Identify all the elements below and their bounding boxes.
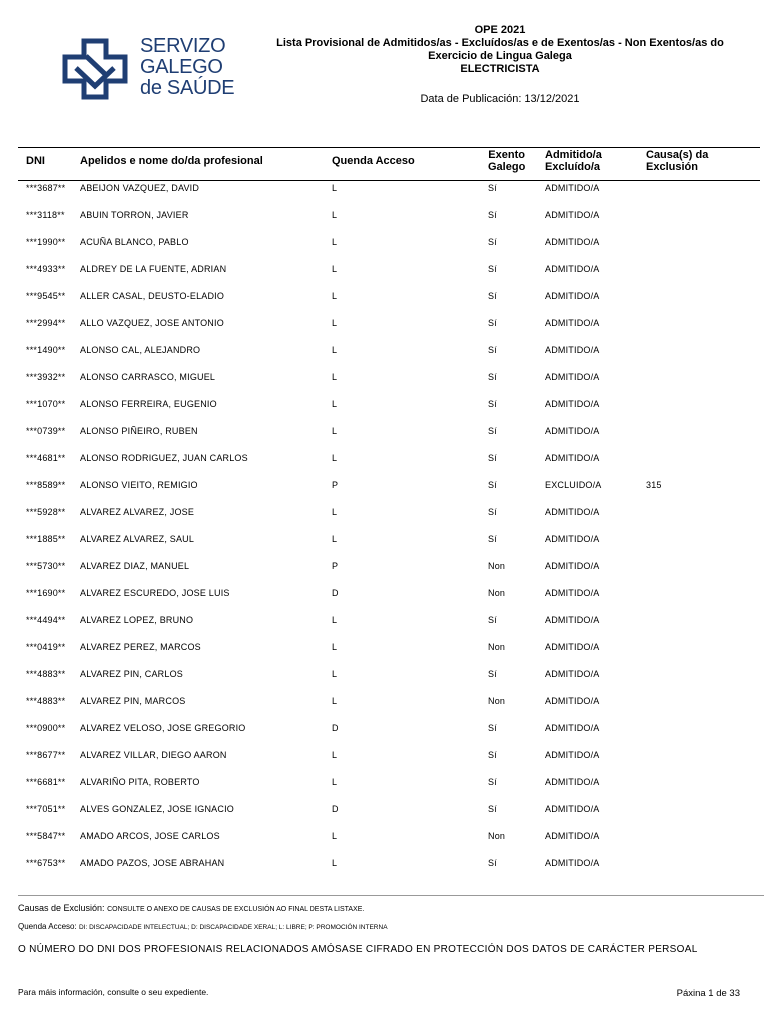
cell-dni: ***3687** [26,183,66,193]
cell-name: ALVAREZ PIN, MARCOS [80,696,186,706]
cell-admitido: ADMITIDO/A [545,777,600,787]
header-quenda: Quenda Acceso [332,155,415,167]
quenda-legend-text: DI: DISCAPACIDADE INTELECTUAL; D: DISCAPACIDADE XERAL; L: LIBRE; P: PROMOCIÓN INTERNA [78,924,388,931]
cell-name: ALVAREZ ALVAREZ, SAUL [80,534,195,544]
cell-admitido: ADMITIDO/A [545,723,600,733]
table-row [18,261,760,288]
cell-admitido: ADMITIDO/A [545,534,600,544]
publication-date: Data de Publicación: 13/12/2021 [420,93,580,105]
cell-admitido: ADMITIDO/A [545,669,600,679]
cell-dni: ***1070** [26,399,66,409]
health-cross-icon [62,38,128,100]
cell-admitido: ADMITIDO/A [545,615,600,625]
table-row [18,234,760,261]
cell-dni: ***0419** [26,642,66,652]
cell-dni: ***3932** [26,372,66,382]
table-row [18,180,760,207]
cell-dni: ***7051** [26,804,66,814]
cell-name: ALVAREZ DIAZ, MANUEL [80,561,190,571]
cell-admitido: ADMITIDO/A [545,804,600,814]
cell-dni: ***4681** [26,453,66,463]
table-row [18,558,760,585]
cell-exento: Sí [488,453,497,463]
cell-quenda: L [332,237,338,247]
cell-exento: Sí [488,372,497,382]
cell-dni: ***0739** [26,426,66,436]
cell-exento: Sí [488,507,497,517]
header-causa [646,149,708,173]
cell-admitido: ADMITIDO/A [545,858,600,868]
table-row [18,450,760,477]
cell-quenda: L [332,669,338,679]
cell-exento: Sí [488,399,497,409]
cell-admitido: EXCLUIDO/A [545,480,602,490]
table-row [18,504,760,531]
cell-name: ALVES GONZALEZ, JOSE IGNACIO [80,804,234,814]
cell-admitido: ADMITIDO/A [545,642,600,652]
cell-quenda: L [332,750,338,760]
cell-dni: ***1990** [26,237,66,247]
header-admitido [545,149,602,173]
cell-quenda: L [332,210,338,220]
cell-exento: Sí [488,534,497,544]
cell-quenda: L [332,345,338,355]
quenda-legend-label: Quenda Acceso: [18,922,77,931]
cell-exento: Sí [488,804,497,814]
table-row [18,585,760,612]
cell-name: AMADO ARCOS, JOSE CARLOS [80,831,220,841]
cell-causa: 315 [646,480,662,490]
cell-exento: Sí [488,237,497,247]
cell-name: ALVAREZ LOPEZ, BRUNO [80,615,194,625]
cell-admitido: ADMITIDO/A [545,183,600,193]
cell-admitido: ADMITIDO/A [545,696,600,706]
cell-name: ALVAREZ PIN, CARLOS [80,669,183,679]
cell-name: AMADO PAZOS, JOSE ABRAHAN [80,858,225,868]
cell-admitido: ADMITIDO/A [545,561,600,571]
cell-exento: Sí [488,723,497,733]
document-header [262,24,738,76]
logo-wordmark [140,36,234,99]
cell-dni: ***6681** [26,777,66,787]
exclusion-causes-label: Causas de Exclusión: [18,903,105,913]
table-row [18,639,760,666]
cell-admitido: ADMITIDO/A [545,507,600,517]
cell-exento: Sí [488,264,497,274]
cell-exento: Sí [488,480,497,490]
cell-dni: ***3118** [26,210,65,220]
cell-name: ALVAREZ VILLAR, DIEGO AARON [80,750,227,760]
cell-quenda: L [332,426,338,436]
footer-divider [18,895,764,896]
logo-line-1: SERVIZO [140,35,226,57]
cell-exento: Sí [488,615,497,625]
cell-quenda: L [332,615,338,625]
cell-name: ALVAREZ PEREZ, MARCOS [80,642,201,652]
cell-dni: ***4933** [26,264,66,274]
header-causa-line2: Exclusión [646,161,698,173]
cell-name: ALDREY DE LA FUENTE, ADRIAN [80,264,227,274]
cell-admitido: ADMITIDO/A [545,237,600,247]
cell-admitido: ADMITIDO/A [545,345,600,355]
servizo-galego-saude-logo [62,36,242,104]
cell-name: ALONSO FERREIRA, EUGENIO [80,399,217,409]
cell-name: ALONSO PIÑEIRO, RUBEN [80,426,198,436]
header-causa-line1: Causa(s) da [646,149,709,161]
cell-name: ALVAREZ ESCUREDO, JOSE LUIS [80,588,230,598]
cell-name: ALVAREZ ALVAREZ, JOSE [80,507,195,517]
cell-exento: Sí [488,183,497,193]
cell-dni: ***1690** [26,588,66,598]
cell-quenda: D [332,804,339,814]
cell-exento: Sí [488,777,497,787]
table-row [18,369,760,396]
cell-quenda: D [332,723,339,733]
cell-admitido: ADMITIDO/A [545,453,600,463]
cell-exento: Sí [488,210,497,220]
table-row [18,720,760,747]
document-title: OPE 2021 [474,24,526,36]
table-row [18,828,760,855]
cell-admitido: ADMITIDO/A [545,831,600,841]
exclusion-causes-note [18,903,364,913]
table-row [18,342,760,369]
cell-admitido: ADMITIDO/A [545,750,600,760]
cell-exento: Sí [488,750,497,760]
cell-quenda: L [332,291,338,301]
cell-quenda: L [332,696,338,706]
cell-admitido: ADMITIDO/A [545,399,600,409]
header-exento-line1: Exento [488,149,525,161]
document-category: ELECTRICISTA [460,63,540,75]
cell-exento: Sí [488,426,497,436]
table-row [18,288,760,315]
cell-exento: Sí [488,291,497,301]
header-admitido-line1: Admitido/a [545,149,602,161]
cell-quenda: L [332,399,338,409]
table-row [18,396,760,423]
table-row [18,315,760,342]
cell-admitido: ADMITIDO/A [545,291,600,301]
cell-quenda: L [332,372,338,382]
cell-quenda: L [332,183,338,193]
more-info-note: Para máis información, consulte o seu expediente. [18,987,209,997]
table-header [18,147,760,181]
table-row [18,855,760,882]
cell-exento: Non [488,696,506,706]
cell-admitido: ADMITIDO/A [545,588,600,598]
cell-dni: ***5928** [26,507,66,517]
cell-admitido: ADMITIDO/A [545,264,600,274]
cell-dni: ***2994** [26,318,66,328]
table-row [18,774,760,801]
cell-dni: ***9545** [26,291,66,301]
table-row [18,666,760,693]
cell-quenda: L [332,507,338,517]
cell-quenda: P [332,480,339,490]
cell-dni: ***4883** [26,696,66,706]
cell-name: ALONSO RODRIGUEZ, JUAN CARLOS [80,453,248,463]
cell-quenda: L [332,534,338,544]
header-name: Apelidos e nome do/da profesional [80,155,263,167]
cell-dni: ***1885** [26,534,66,544]
cell-dni: ***8677** [26,750,66,760]
cell-quenda: L [332,831,338,841]
cell-quenda: L [332,453,338,463]
cell-name: ALONSO CARRASCO, MIGUEL [80,372,216,382]
header-exento-line2: Galego [488,161,526,173]
logo-line-3: de SAÚDE [140,77,235,99]
cell-exento: Non [488,588,506,598]
table-row [18,207,760,234]
table-row [18,693,760,720]
cell-name: ABUIN TORRON, JAVIER [80,210,189,220]
cell-admitido: ADMITIDO/A [545,372,600,382]
privacy-notice: O NÚMERO DO DNI DOS PROFESIONAIS RELACIONADOS AMÓSASE CIFRADO EN PROTECCIÓN DOS DATOS DE CARÁCTER PERSOAL [18,944,698,955]
table-row [18,801,760,828]
cell-exento: Sí [488,669,497,679]
cell-exento: Non [488,642,506,652]
cell-exento: Non [488,561,506,571]
table-row [18,477,760,504]
cell-quenda: L [332,777,338,787]
header-exento [488,149,525,173]
table-row [18,531,760,558]
cell-dni: ***5847** [26,831,66,841]
cell-name: ALONSO VIEITO, REMIGIO [80,480,198,490]
header-dni: DNI [26,155,45,167]
cell-name: ALLER CASAL, DEUSTO-ELADIO [80,291,225,301]
exclusion-causes-text: CONSULTE O ANEXO DE CAUSAS DE EXCLUSIÓN AO FINAL DESTA LISTAXE. [107,906,365,913]
cell-quenda: L [332,264,338,274]
cell-name: ABEIJON VAZQUEZ, DAVID [80,183,200,193]
cell-admitido: ADMITIDO/A [545,210,600,220]
cell-quenda: L [332,858,338,868]
cell-dni: ***4494** [26,615,66,625]
cell-name: ALVARIÑO PITA, ROBERTO [80,777,200,787]
cell-admitido: ADMITIDO/A [545,426,600,436]
page-number: Páxina 1 de 33 [676,988,740,999]
quenda-legend [18,922,388,931]
cell-name: ACUÑA BLANCO, PABLO [80,237,189,247]
table-row [18,423,760,450]
cell-quenda: L [332,642,338,652]
cell-name: ALLO VAZQUEZ, JOSE ANTONIO [80,318,224,328]
cell-name: ALONSO CAL, ALEJANDRO [80,345,201,355]
header-admitido-line2: Excluído/a [545,161,601,173]
cell-quenda: P [332,561,339,571]
cell-exento: Sí [488,345,497,355]
cell-dni: ***1490** [26,345,66,355]
cell-dni: ***6753** [26,858,66,868]
cell-exento: Sí [488,318,497,328]
cell-quenda: L [332,318,338,328]
cell-dni: ***4883** [26,669,66,679]
document-subtitle: Lista Provisional de Admitidos/as - Excluídos/as e de Exentos/as - Non Exentos/as do Exercicio de Lingua Galega [276,37,724,62]
table-row [18,612,760,639]
cell-name: ALVAREZ VELOSO, JOSE GREGORIO [80,723,246,733]
cell-dni: ***8589** [26,480,66,490]
cell-dni: ***5730** [26,561,66,571]
logo-line-2: GALEGO [140,56,223,78]
cell-exento: Sí [488,858,497,868]
cell-admitido: ADMITIDO/A [545,318,600,328]
cell-dni: ***0900** [26,723,66,733]
table-row [18,747,760,774]
cell-exento: Non [488,831,506,841]
cell-quenda: D [332,588,339,598]
